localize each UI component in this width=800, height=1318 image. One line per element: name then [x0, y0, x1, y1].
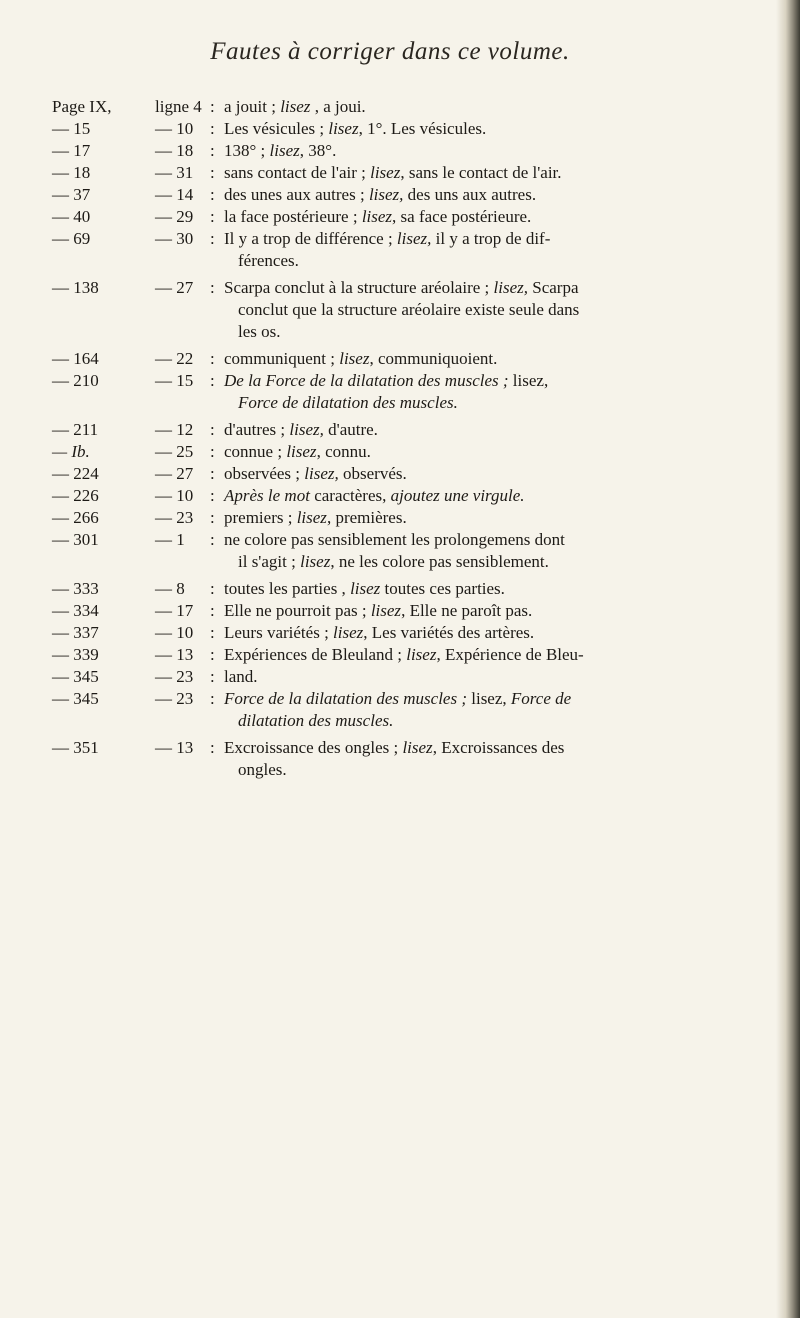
- errata-row: — 345 — 23 : land.: [52, 666, 772, 688]
- line-ref: — 8: [155, 579, 185, 598]
- line-ref: — 15: [155, 371, 194, 390]
- errata-row: — 138 — 27 : Scarpa conclut à la structure aréolaire ; lisez, Scarpa conclut que la structure aréolaire existe seule dans les os.: [52, 277, 772, 343]
- errata-row: — 224 — 27 : observées ; lisez, observés.: [52, 463, 772, 485]
- line-ref: — 10: [155, 119, 194, 138]
- errata-row: — 15 — 10 : Les vésicules ; lisez, 1°. Les vésicules.: [52, 118, 772, 140]
- page-ref: — 17: [52, 141, 91, 160]
- errata-text: sans contact de l'air ; lisez, sans le contact de l'air.: [224, 163, 562, 182]
- errata-text: Les vésicules ; lisez, 1°. Les vésicules.: [224, 119, 487, 138]
- errata-row: — 301 — 1 : ne colore pas sensiblement les prolongemens dont il s'agit ; lisez, ne les colore pas sensiblement.: [52, 529, 772, 573]
- errata-row: — 210 — 15 : De la Force de la dilatation des muscles ; lisez, Force de dilatation des muscles.: [52, 370, 772, 414]
- errata-text: communiquent ; lisez, communiquoient.: [224, 349, 498, 368]
- line-ref: — 1: [155, 530, 185, 549]
- page-title: Fautes à corriger dans ce volume.: [210, 38, 570, 65]
- line-ref: — 30: [155, 229, 194, 248]
- errata-text: Scarpa conclut à la structure aréolaire ; lisez, Scarpa conclut que la structure aréolaire existe seule dans les os.: [224, 278, 580, 341]
- errata-row: — 37 — 14 : des unes aux autres ; lisez, des uns aux autres.: [52, 184, 772, 206]
- line-ref: — 10: [155, 623, 194, 642]
- errata-text: d'autres ; lisez, d'autre.: [224, 420, 378, 439]
- line-ref: — 31: [155, 163, 194, 182]
- page-ref: — Ib.: [52, 442, 90, 461]
- page-ref: — 337: [52, 623, 99, 642]
- page-ref: — 266: [52, 508, 99, 527]
- errata-text: Expériences de Bleuland ; lisez, Expérience de Bleu-: [224, 645, 584, 664]
- page-ref: — 69: [52, 229, 91, 248]
- errata-text: toutes les parties , lisez toutes ces parties.: [224, 579, 505, 598]
- errata-row: — 333 — 8 : toutes les parties , lisez toutes ces parties.: [52, 578, 772, 600]
- errata-row: Page IX, ligne 4 : a jouit ; lisez , a joui.: [52, 96, 772, 118]
- line-ref: — 17: [155, 601, 194, 620]
- errata-row: — 164 — 22 : communiquent ; lisez, communiquoient.: [52, 348, 772, 370]
- errata-text: Leurs variétés ; lisez, Les variétés des artères.: [224, 623, 535, 642]
- page-ref: — 211: [52, 420, 99, 439]
- line-ref: — 29: [155, 207, 194, 226]
- errata-row: — 211 — 12 : d'autres ; lisez, d'autre.: [52, 419, 772, 441]
- page-ref: — 301: [52, 530, 99, 549]
- errata-row: — 339 — 13 : Expériences de Bleuland ; lisez, Expérience de Bleu-: [52, 644, 772, 666]
- page-ref: Page IX,: [52, 97, 112, 116]
- page-ref: — 226: [52, 486, 99, 505]
- line-ref: — 23: [155, 689, 194, 708]
- line-ref: — 12: [155, 420, 194, 439]
- page-ref: — 345: [52, 667, 99, 686]
- page-edge: [776, 0, 800, 1318]
- page-ref: — 138: [52, 278, 99, 297]
- page-ref: — 18: [52, 163, 91, 182]
- page-ref: — 333: [52, 579, 99, 598]
- errata-text: land.: [224, 667, 258, 686]
- errata-text: des unes aux autres ; lisez, des uns aux autres.: [224, 185, 537, 204]
- errata-text: Force de la dilatation des muscles ; lisez, Force de dilatation des muscles.: [224, 689, 572, 730]
- errata-row: — 351 — 13 : Excroissance des ongles ; lisez, Excroissances des ongles.: [52, 737, 772, 781]
- errata-row: — 337 — 10 : Leurs variétés ; lisez, Les variétés des artères.: [52, 622, 772, 644]
- page-ref: — 15: [52, 119, 91, 138]
- line-ref: — 27: [155, 464, 194, 483]
- line-ref: — 23: [155, 667, 194, 686]
- page-ref: — 334: [52, 601, 99, 620]
- line-ref: — 13: [155, 645, 194, 664]
- line-ref: — 27: [155, 278, 194, 297]
- errata-text: Excroissance des ongles ; lisez, Excroissances des ongles.: [224, 738, 565, 779]
- line-ref: — 13: [155, 738, 194, 757]
- errata-text: Après le mot caractères, ajoutez une virgule.: [224, 486, 525, 505]
- errata-text: ne colore pas sensiblement les prolongemens dont il s'agit ; lisez, ne les colore pas sensiblement.: [224, 530, 565, 571]
- page-ref: — 37: [52, 185, 91, 204]
- errata-row: — 18 — 31 : sans contact de l'air ; lisez, sans le contact de l'air.: [52, 162, 772, 184]
- page-ref: — 224: [52, 464, 99, 483]
- errata-text: a jouit ; lisez , a joui.: [224, 97, 366, 116]
- errata-text: Elle ne pourroit pas ; lisez, Elle ne paroît pas.: [224, 601, 533, 620]
- errata-text: premiers ; lisez, premières.: [224, 508, 407, 527]
- page-ref: — 351: [52, 738, 99, 757]
- errata-text: connue ; lisez, connu.: [224, 442, 371, 461]
- errata-row: — Ib. — 25 : connue ; lisez, connu.: [52, 441, 772, 463]
- errata-row: — 17 — 18 : 138° ; lisez, 38°.: [52, 140, 772, 162]
- line-ref: ligne 4: [155, 97, 202, 116]
- line-ref: — 22: [155, 349, 194, 368]
- errata-list: [52, 96, 772, 781]
- errata-text: Il y a trop de différence ; lisez, il y a trop de dif- férences.: [224, 229, 551, 270]
- errata-row: — 226 — 10 : Après le mot caractères, ajoutez une virgule.: [52, 485, 772, 507]
- line-ref: — 23: [155, 508, 194, 527]
- page-ref: — 40: [52, 207, 91, 226]
- line-ref: — 25: [155, 442, 194, 461]
- page-ref: — 339: [52, 645, 99, 664]
- line-ref: — 10: [155, 486, 194, 505]
- page-ref: — 164: [52, 349, 99, 368]
- errata-row: — 40 — 29 : la face postérieure ; lisez, sa face postérieure.: [52, 206, 772, 228]
- errata-row: — 345 — 23 : Force de la dilatation des muscles ; lisez, Force de dilatation des muscles.: [52, 688, 772, 732]
- errata-row: — 334 — 17 : Elle ne pourroit pas ; lisez, Elle ne paroît pas.: [52, 600, 772, 622]
- page-ref: — 345: [52, 689, 99, 708]
- errata-row: — 266 — 23 : premiers ; lisez, premières.: [52, 507, 772, 529]
- errata-text: la face postérieure ; lisez, sa face postérieure.: [224, 207, 532, 226]
- line-ref: — 14: [155, 185, 194, 204]
- page-ref: — 210: [52, 371, 99, 390]
- errata-text: 138° ; lisez, 38°.: [224, 141, 337, 160]
- line-ref: — 18: [155, 141, 194, 160]
- errata-text: De la Force de la dilatation des muscles ; lisez, Force de dilatation des muscles.: [224, 371, 549, 412]
- errata-text: observées ; lisez, observés.: [224, 464, 407, 483]
- errata-row: — 69 — 30 : Il y a trop de différence ; lisez, il y a trop de dif- férences.: [52, 228, 772, 272]
